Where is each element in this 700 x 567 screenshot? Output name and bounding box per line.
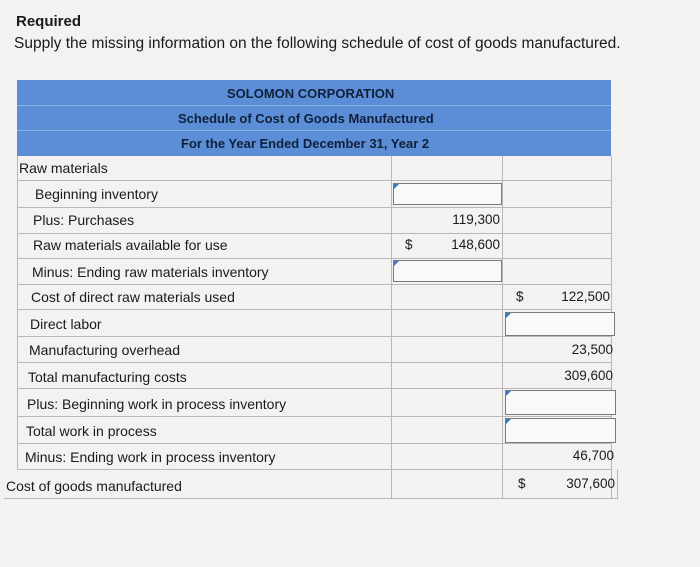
direct-materials-currency: $: [516, 289, 524, 304]
row-direct-materials-used: Cost of direct raw materials used: [31, 289, 235, 305]
total-wip-input[interactable]: [505, 418, 616, 443]
company-name: SOLOMON CORPORATION: [227, 86, 395, 101]
beginning-inventory-input[interactable]: [393, 183, 502, 205]
beginning-wip-input[interactable]: [505, 390, 616, 415]
row-direct-labor: Direct labor: [30, 316, 102, 332]
total-manufacturing-value: 309,600: [564, 368, 613, 383]
row-total-wip: Total work in process: [26, 423, 157, 439]
available-value: 148,600: [451, 237, 500, 252]
overhead-value: 23,500: [571, 342, 613, 357]
row-available: Raw materials available for use: [33, 237, 228, 253]
row-beginning-wip: Plus: Beginning work in process inventory: [27, 396, 287, 412]
cogm-currency: $: [518, 476, 526, 491]
cogm-value: 307,600: [566, 476, 615, 491]
row-total-manufacturing: Total manufacturing costs: [28, 369, 187, 385]
row-overhead: Manufacturing overhead: [29, 342, 180, 358]
schedule-header: [17, 80, 611, 156]
row-ending-raw: Minus: Ending raw materials inventory: [32, 264, 269, 280]
ending-wip-value: 46,700: [572, 448, 614, 463]
schedule-title: Schedule of Cost of Goods Manufactured: [178, 111, 434, 126]
row-ending-wip: Minus: Ending work in process inventory: [25, 449, 276, 465]
direct-materials-used-value: 122,500: [561, 289, 610, 304]
instructions-text: Supply the missing information on the following schedule of cost of goods manufactured.: [14, 35, 621, 52]
schedule-period: For the Year Ended December 31, Year 2: [181, 136, 430, 151]
row-cogm: Cost of goods manufactured: [6, 478, 182, 494]
required-heading: Required: [16, 13, 82, 30]
row-beginning-inventory: Beginning inventory: [35, 186, 158, 202]
available-currency: $: [405, 237, 413, 252]
purchases-value: 119,300: [452, 212, 500, 227]
ending-raw-inventory-input[interactable]: [393, 260, 502, 282]
direct-labor-input[interactable]: [505, 312, 615, 336]
row-purchases: Plus: Purchases: [33, 212, 135, 228]
row-raw-materials: Raw materials: [19, 160, 108, 176]
